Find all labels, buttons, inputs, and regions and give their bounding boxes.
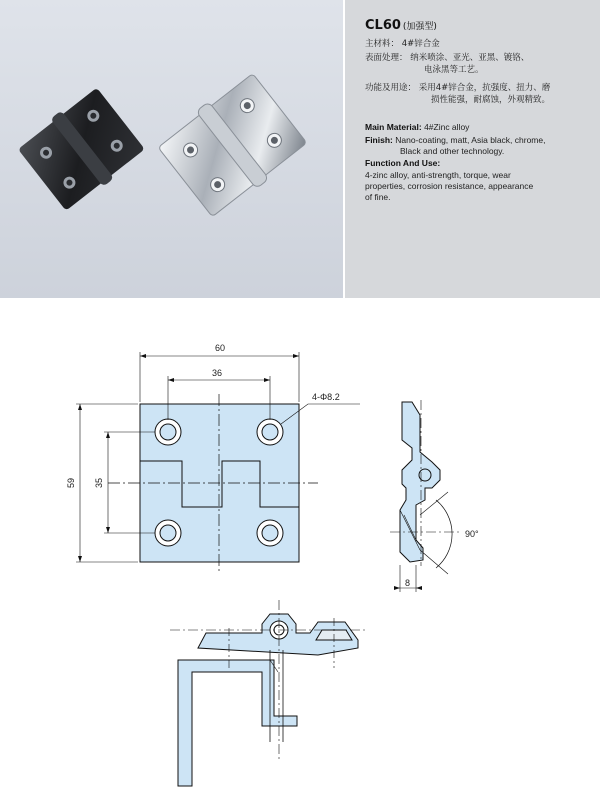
cn-material-label: 主材料： [365, 39, 400, 49]
en-function-label: Function And Use: [365, 158, 441, 168]
product-photo [0, 0, 343, 298]
side-view [400, 402, 440, 562]
en-function-line1: 4-zinc alloy, anti-strength, torque, wear [365, 170, 511, 180]
en-material-label: Main Material: [365, 122, 422, 132]
dim-angle: 90° [465, 529, 479, 539]
dim-holes: 4-Φ8.2 [312, 392, 340, 402]
spec-panel [345, 0, 600, 298]
dim-thickness: 8 [405, 578, 411, 588]
en-finish [365, 135, 545, 147]
dim-height: 59 [66, 477, 76, 488]
cn-finish [365, 52, 529, 64]
cn-material [365, 38, 440, 50]
model-number: CL60 [365, 18, 401, 33]
hinge-photos [0, 0, 343, 298]
drawing-svg [0, 298, 600, 794]
cn-function [365, 82, 550, 94]
cn-finish-label: 表面处理： [365, 53, 408, 63]
cn-finish-line2: 电泳黑等工艺。 [424, 65, 484, 75]
cn-function-value: 采用4#锌合金，抗强度、扭力、磨 [418, 83, 551, 93]
dim-hole-spacing-y: 35 [94, 477, 104, 488]
model-suffix: (加强型) [402, 22, 437, 32]
black-hinge [16, 85, 148, 214]
dim-hole-spacing-x: 36 [212, 368, 223, 378]
cn-material-value: 4#锌合金 [401, 39, 440, 49]
chrome-hinge [155, 70, 310, 221]
en-finish-label: Finish: [365, 135, 393, 145]
cn-finish-value: 纳米喷涂、亚光、亚黑、镀铬、 [410, 53, 530, 63]
cn-function-label: 功能及用途： [365, 83, 417, 93]
en-function-line2: properties, corrosion resistance, appearance [365, 181, 534, 191]
cn-function-line2: 损性能强，耐腐蚀，外观精致。 [431, 95, 551, 105]
en-material [365, 122, 469, 134]
en-material-value: 4#Zinc alloy [424, 122, 470, 132]
en-finish-line2: Black and other technology. [400, 146, 505, 156]
en-function-line3: of fine. [365, 192, 391, 202]
technical-drawing [0, 298, 600, 794]
product-title [365, 18, 437, 33]
en-finish-line1: Nano-coating, matt, Asia black, chrome, [395, 135, 546, 145]
dim-width: 60 [215, 343, 226, 353]
